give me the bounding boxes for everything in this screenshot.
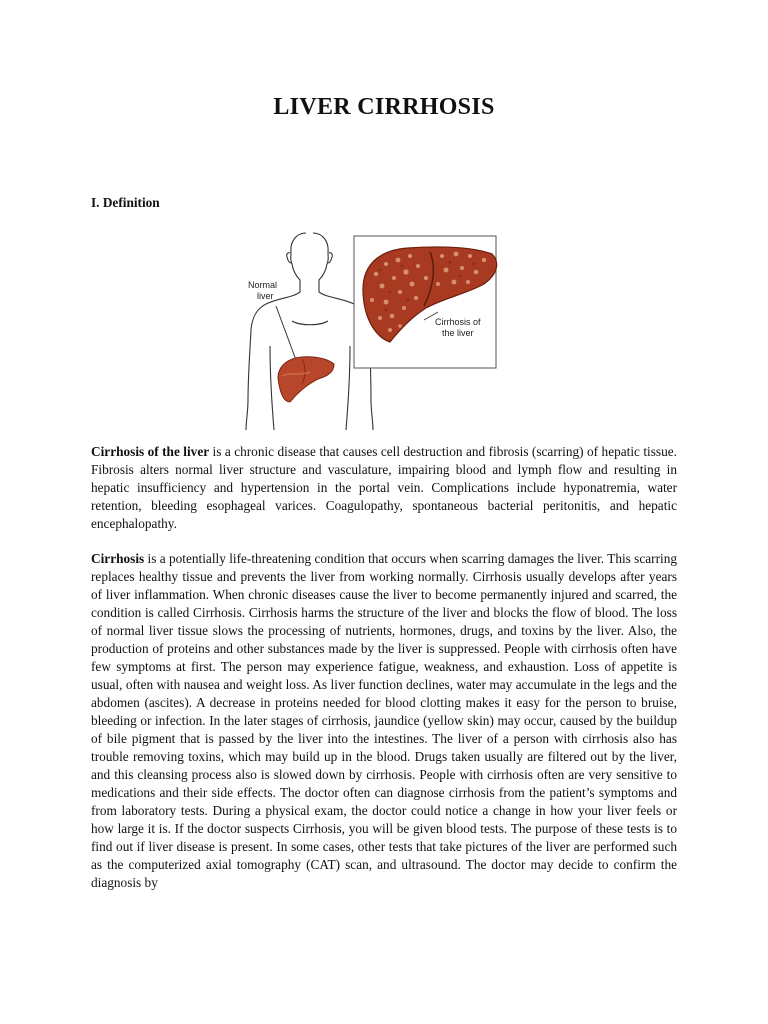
paragraph2-text: is a potentially life-threatening condition that occurs when scarring damages the liver. This scarring replaces healthy tissue and prevents the liver from working normally. Cirrhosis usually develops after years of liver inflammation. When chronic diseases cause the liver to become permanently injured and scarred, the condition is called Cirrhosis. Cirrhosis harms the structure of the liver and blocks the flow of blood. The loss of normal liver tissue slows the processing of nutrients, hormones, drugs, and toxins by the liver. Also, the production of proteins and other substances made by the liver is suppressed. People with cirrhosis often have few symptoms at first. The person may experience fatigue, weakness, and exhaustion. Loss of appetite is usual, often with nausea and weight loss. As liver function declines, water may accumulate in the legs and the abdomen (ascites). A decrease in proteins needed for blood clotting makes it easy for the person to bruise, bleeding or infection. In the later stages of cirrhosis, jaundice (yellow skin) may occur, caused by the buildup of bile pigment that is passed by the liver into the intestines. The liver of a person with cirrhosis also has trouble removing toxins, which may build up in the blood. Drugs taken usually are filtered out by the liver, and this cleansing process also is slowed down by cirrhosis. People with cirrhosis often are very sensitive to medications and their side effects. The doctor often can diagnose cirrhosis from the patient’s symptoms and from laboratory tests. During a physical exam, the doctor could notice a change in how your liver feels or how large it is. If the doctor suspects Cirrhosis, you will be given blood tests. The purpose of these tests is to find out if liver disease is present. In some cases, other tests that take pictures of the liver are performed such as the computerized axial tomography (CAT) scan, and ultrasound. The doctor may decide to confirm the diagnosis by [91,551,677,890]
cirrhosis-label-line1: Cirrhosis of [435,317,481,327]
paragraph1-text: is a chronic disease that causes cell destruction and fibrosis (scarring) of hepatic tissue. Fibrosis alters normal liver structure and vasculature, impairing blood and lymph flow and resulting in hepatic insufficiency and hypertension in the portal vein. Complications include hyponatremia, water retention, bleeding esophageal varices. Coagulopathy, spontaneous bacterial peritonitis, and hepatic encephalopathy. [91,444,677,531]
cirrhosis-label-line2: the liver [442,328,474,338]
normal-liver-label-line1: Normal [248,280,278,290]
paragraph-cirrhosis-description [91,550,677,892]
liver-illustration [230,226,530,430]
normal-liver-leader [276,306,296,360]
paragraph-cirrhosis-definition [91,443,677,533]
normal-liver-label-line2: liver [257,291,274,301]
paragraph1-lead: Cirrhosis of the liver [91,444,210,459]
paragraph2-lead: Cirrhosis [91,551,145,566]
page-title: LIVER CIRRHOSIS [273,94,495,120]
normal-liver [278,357,334,402]
liver-illustration-svg [230,226,530,430]
section-heading: I. Definition [91,195,160,210]
